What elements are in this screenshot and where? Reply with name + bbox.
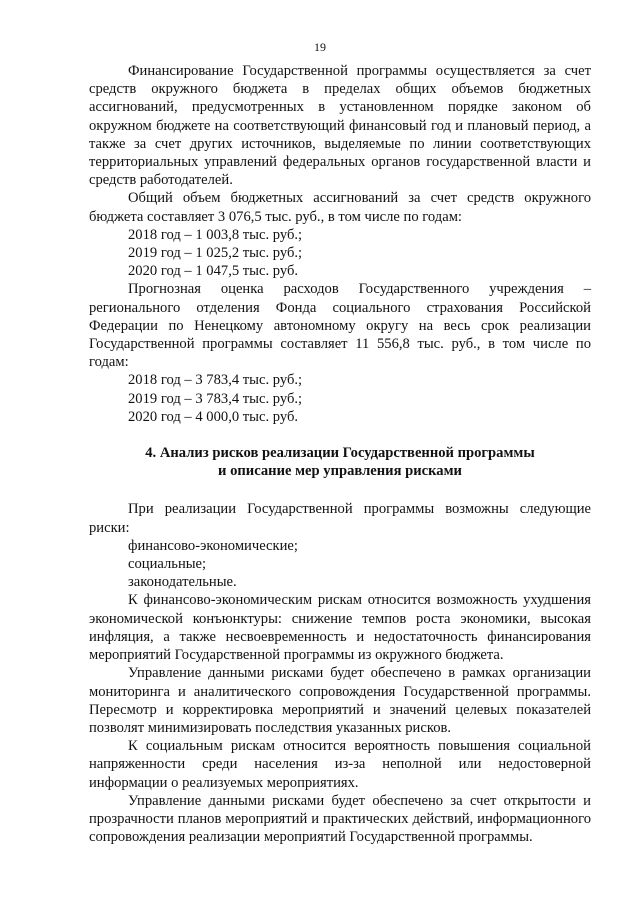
financial-risk-management-paragraph: Управление данными рисками будет обеспечено в рамках организации мониторинга и аналитического сопровождения Государственной программы. Пересмотр и корректировка мероприятий и значений целевых показателей позволят минимизировать последствия указанных рисков. (89, 665, 591, 736)
section-heading (89, 444, 591, 480)
risk-type-social: социальные; (128, 556, 207, 573)
budget-total-paragraph: Общий объем бюджетных ассигнований за счет средств окружного бюджета составляет 3 076,5 тыс. руб., в том числе по годам: (89, 190, 591, 225)
risk-type-legislative: законодательные. (128, 574, 237, 591)
budget-year-2018: 2018 год – 1 003,8 тыс. руб.; (128, 226, 303, 243)
social-risks-paragraph: К социальным рискам относится вероятность повышения социальной напряженности среди населения из-за неполной или недостоверной информации о реализуемых мероприятиях. (89, 738, 591, 791)
risk-type-financial: финансово-экономические; (128, 537, 298, 554)
budget-year-2019: 2019 год – 1 025,2 тыс. руб.; (128, 245, 303, 262)
section-heading-line-2: и описание мер управления рисками (218, 463, 462, 480)
financing-paragraph: Финансирование Государственной программы осуществляется за счет средств окружного бюджета в пределах общих объемов бюджетных ассигнований, предусмотренных в установленном порядке законом об окружном бюджете на соответствующий финансовый год и плановый период, а также за счет других источников, выделяемые по линии соответствующих территориальных управлений федеральных органов государственной власти и средств работодателей. (89, 63, 591, 189)
forecast-year-2018: 2018 год – 3 783,4 тыс. руб.; (128, 372, 303, 389)
document-body (89, 62, 591, 846)
page-number: 19 (314, 40, 326, 54)
forecast-year-2020: 2020 год – 4 000,0 тыс. руб. (128, 408, 299, 425)
risks-intro-paragraph: При реализации Государственной программы возможны следующие риски: (89, 501, 591, 536)
forecast-paragraph: Прогнозная оценка расходов Государственного учреждения – регионального отделения Фонда социального страхования Российской Федерации по Ненецкому автономному округу на весь срок реализации Государственной программы составляет 11 556,8 тыс. руб., в том числе по годам: (89, 281, 591, 371)
social-risk-management-paragraph: Управление данными рисками будет обеспечено за счет открытости и прозрачности планов мероприятий и практических действий, информационного сопровождения реализации мероприятий Государственной программы. (89, 792, 591, 846)
budget-year-2020: 2020 год – 1 047,5 тыс. руб. (128, 263, 299, 280)
forecast-year-2019: 2019 год – 3 783,4 тыс. руб.; (128, 390, 303, 407)
financial-risks-paragraph: К финансово-экономическим рискам относится возможность ухудшения экономической конъюнктуры: снижение темпов роста экономики, высокая инфляция, а также несвоевременность и недостаточность финансирования мероприятий Государственной программы из окружного бюджета. (89, 592, 591, 664)
section-heading-line-1: 4. Анализ рисков реализации Государственной программы (145, 445, 535, 462)
